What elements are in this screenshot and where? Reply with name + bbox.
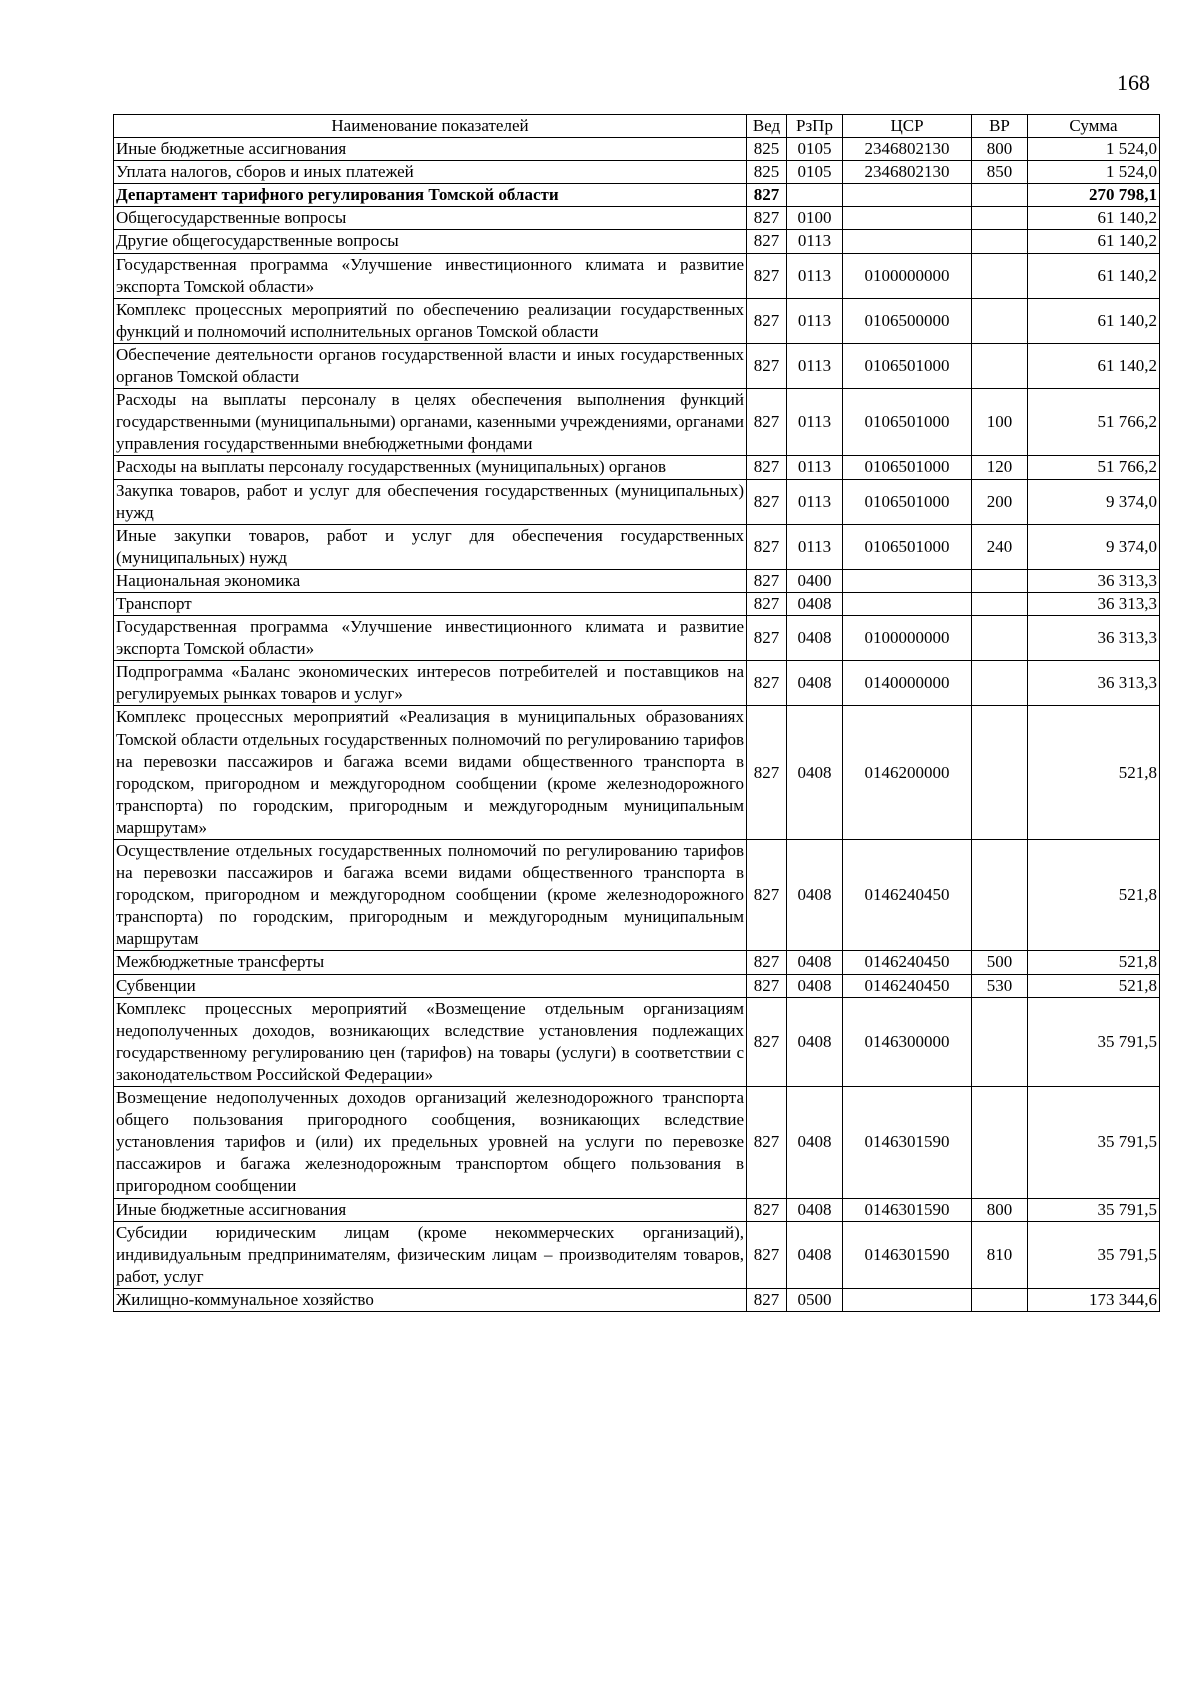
cell-ved: 827 <box>747 997 787 1086</box>
cell-name: Межбюджетные трансферты <box>114 951 747 974</box>
table-row <box>114 138 1160 161</box>
cell-vr: 500 <box>972 951 1028 974</box>
table-row <box>114 479 1160 524</box>
cell-vr: 800 <box>972 1198 1028 1221</box>
cell-ved: 827 <box>747 592 787 615</box>
cell-rzpr <box>787 184 843 207</box>
table-row <box>114 706 1160 840</box>
cell-ved: 827 <box>747 616 787 661</box>
cell-ved: 827 <box>747 456 787 479</box>
table-row <box>114 840 1160 951</box>
cell-csr: 0106501000 <box>843 524 972 569</box>
cell-sum: 35 791,5 <box>1028 1087 1160 1198</box>
cell-name: Комплекс процессных мероприятий по обеспечению реализации государственных функций и полномочий исполнительных органов Томской области <box>114 298 747 343</box>
cell-name: Иные бюджетные ассигнования <box>114 1198 747 1221</box>
cell-sum: 61 140,2 <box>1028 230 1160 253</box>
cell-csr <box>843 592 972 615</box>
cell-name: Уплата налогов, сборов и иных платежей <box>114 161 747 184</box>
table-row <box>114 974 1160 997</box>
cell-sum: 173 344,6 <box>1028 1288 1160 1311</box>
cell-name: Иные бюджетные ассигнования <box>114 138 747 161</box>
cell-sum: 35 791,5 <box>1028 997 1160 1086</box>
cell-ved: 827 <box>747 230 787 253</box>
cell-csr: 0106501000 <box>843 389 972 456</box>
cell-ved: 827 <box>747 1198 787 1221</box>
cell-name: Обеспечение деятельности органов государственной власти и иных государственных органов Томской области <box>114 343 747 388</box>
cell-sum: 36 313,3 <box>1028 592 1160 615</box>
cell-vr <box>972 230 1028 253</box>
header-vr: ВР <box>972 115 1028 138</box>
cell-name: Общегосударственные вопросы <box>114 207 747 230</box>
cell-csr <box>843 230 972 253</box>
cell-sum: 36 313,3 <box>1028 661 1160 706</box>
header-rzpr: РзПр <box>787 115 843 138</box>
cell-vr <box>972 997 1028 1086</box>
cell-vr: 800 <box>972 138 1028 161</box>
table-row <box>114 592 1160 615</box>
cell-ved: 827 <box>747 951 787 974</box>
cell-vr <box>972 184 1028 207</box>
cell-rzpr: 0408 <box>787 592 843 615</box>
cell-vr <box>972 253 1028 298</box>
cell-csr: 0100000000 <box>843 616 972 661</box>
table-row <box>114 997 1160 1086</box>
cell-vr: 530 <box>972 974 1028 997</box>
cell-vr <box>972 343 1028 388</box>
cell-ved: 827 <box>747 706 787 840</box>
cell-rzpr: 0113 <box>787 343 843 388</box>
cell-vr <box>972 616 1028 661</box>
cell-rzpr: 0408 <box>787 661 843 706</box>
cell-name: Подпрограмма «Баланс экономических интересов потребителей и поставщиков на регулируемых рынках товаров и услуг» <box>114 661 747 706</box>
table-row <box>114 616 1160 661</box>
cell-name: Расходы на выплаты персоналу государственных (муниципальных) органов <box>114 456 747 479</box>
cell-ved: 827 <box>747 207 787 230</box>
cell-csr <box>843 184 972 207</box>
table-row <box>114 389 1160 456</box>
cell-rzpr: 0408 <box>787 974 843 997</box>
cell-csr: 0106500000 <box>843 298 972 343</box>
cell-csr: 0146200000 <box>843 706 972 840</box>
page-number: 168 <box>1117 70 1150 95</box>
cell-name: Расходы на выплаты персоналу в целях обеспечения выполнения функций государственными (муниципальными) органами, казенными учреждениями, органами управления государственными внебюджетными фондами <box>114 389 747 456</box>
cell-ved: 827 <box>747 524 787 569</box>
cell-csr: 0106501000 <box>843 456 972 479</box>
cell-csr: 0146240450 <box>843 840 972 951</box>
table-row <box>114 1087 1160 1198</box>
cell-rzpr: 0113 <box>787 298 843 343</box>
cell-name: Государственная программа «Улучшение инвестиционного климата и развитие экспорта Томской области» <box>114 253 747 298</box>
cell-sum: 521,8 <box>1028 974 1160 997</box>
cell-vr <box>972 706 1028 840</box>
cell-csr: 0146240450 <box>843 951 972 974</box>
cell-rzpr: 0408 <box>787 706 843 840</box>
cell-rzpr: 0113 <box>787 456 843 479</box>
cell-name: Субвенции <box>114 974 747 997</box>
cell-csr: 0106501000 <box>843 479 972 524</box>
cell-sum: 521,8 <box>1028 706 1160 840</box>
header-sum: Сумма <box>1028 115 1160 138</box>
cell-sum: 1 524,0 <box>1028 138 1160 161</box>
header-csr: ЦСР <box>843 115 972 138</box>
cell-rzpr: 0408 <box>787 616 843 661</box>
cell-name: Жилищно-коммунальное хозяйство <box>114 1288 747 1311</box>
table-row <box>114 524 1160 569</box>
cell-name: Субсидии юридическим лицам (кроме некоммерческих организаций), индивидуальным предпринимателям, физическим лицам – производителям товаров, работ, услуг <box>114 1221 747 1288</box>
cell-rzpr: 0113 <box>787 230 843 253</box>
cell-vr: 850 <box>972 161 1028 184</box>
cell-rzpr: 0408 <box>787 840 843 951</box>
cell-name: Национальная экономика <box>114 569 747 592</box>
cell-sum: 35 791,5 <box>1028 1221 1160 1288</box>
table-header-row <box>114 115 1160 138</box>
cell-name: Транспорт <box>114 592 747 615</box>
cell-ved: 827 <box>747 840 787 951</box>
table-row <box>114 161 1160 184</box>
cell-csr <box>843 569 972 592</box>
table-row <box>114 343 1160 388</box>
cell-rzpr: 0408 <box>787 1087 843 1198</box>
cell-vr: 100 <box>972 389 1028 456</box>
cell-vr <box>972 840 1028 951</box>
table-row <box>114 569 1160 592</box>
cell-rzpr: 0408 <box>787 1198 843 1221</box>
table-row <box>114 1221 1160 1288</box>
cell-vr <box>972 1288 1028 1311</box>
cell-vr <box>972 1087 1028 1198</box>
cell-vr: 810 <box>972 1221 1028 1288</box>
table-row <box>114 298 1160 343</box>
cell-vr <box>972 569 1028 592</box>
cell-name: Закупка товаров, работ и услуг для обеспечения государственных (муниципальных) нужд <box>114 479 747 524</box>
cell-sum: 9 374,0 <box>1028 479 1160 524</box>
cell-name: Департамент тарифного регулирования Томской области <box>114 184 747 207</box>
cell-name: Возмещение недополученных доходов организаций железнодорожного транспорта общего пользования пригородного сообщения, возникающих вследствие установления тарифов и (или) их предельных уровней на услуги по перевозке пассажиров и багажа железнодорожным транспортом общего пользования в пригородном сообщении <box>114 1087 747 1198</box>
cell-ved: 827 <box>747 479 787 524</box>
cell-sum: 61 140,2 <box>1028 253 1160 298</box>
cell-rzpr: 0113 <box>787 524 843 569</box>
table-row <box>114 1288 1160 1311</box>
cell-vr: 240 <box>972 524 1028 569</box>
table-row <box>114 230 1160 253</box>
header-ved: Вед <box>747 115 787 138</box>
cell-csr: 0140000000 <box>843 661 972 706</box>
cell-csr: 0146300000 <box>843 997 972 1086</box>
cell-csr <box>843 207 972 230</box>
table-row <box>114 661 1160 706</box>
cell-name: Иные закупки товаров, работ и услуг для обеспечения государственных (муниципальных) нужд <box>114 524 747 569</box>
cell-sum: 35 791,5 <box>1028 1198 1160 1221</box>
cell-rzpr: 0500 <box>787 1288 843 1311</box>
cell-rzpr: 0113 <box>787 479 843 524</box>
cell-sum: 270 798,1 <box>1028 184 1160 207</box>
cell-sum: 521,8 <box>1028 840 1160 951</box>
cell-sum: 521,8 <box>1028 951 1160 974</box>
cell-ved: 825 <box>747 138 787 161</box>
cell-ved: 827 <box>747 343 787 388</box>
cell-csr: 2346802130 <box>843 138 972 161</box>
cell-vr <box>972 207 1028 230</box>
cell-ved: 827 <box>747 253 787 298</box>
table-row <box>114 184 1160 207</box>
cell-ved: 827 <box>747 569 787 592</box>
cell-ved: 827 <box>747 661 787 706</box>
cell-sum: 61 140,2 <box>1028 343 1160 388</box>
cell-ved: 827 <box>747 1087 787 1198</box>
cell-sum: 9 374,0 <box>1028 524 1160 569</box>
table-row <box>114 207 1160 230</box>
cell-vr: 200 <box>972 479 1028 524</box>
cell-csr: 0106501000 <box>843 343 972 388</box>
cell-sum: 51 766,2 <box>1028 389 1160 456</box>
cell-ved: 827 <box>747 298 787 343</box>
cell-rzpr: 0400 <box>787 569 843 592</box>
table-row <box>114 1198 1160 1221</box>
cell-rzpr: 0408 <box>787 997 843 1086</box>
cell-ved: 827 <box>747 184 787 207</box>
cell-csr <box>843 1288 972 1311</box>
cell-name: Другие общегосударственные вопросы <box>114 230 747 253</box>
cell-rzpr: 0105 <box>787 138 843 161</box>
cell-vr <box>972 661 1028 706</box>
cell-rzpr: 0100 <box>787 207 843 230</box>
cell-sum: 36 313,3 <box>1028 616 1160 661</box>
table-row <box>114 951 1160 974</box>
table-row <box>114 456 1160 479</box>
cell-sum: 1 524,0 <box>1028 161 1160 184</box>
table-row <box>114 253 1160 298</box>
cell-csr: 2346802130 <box>843 161 972 184</box>
cell-rzpr: 0408 <box>787 951 843 974</box>
budget-table <box>113 114 1160 1312</box>
cell-csr: 0146240450 <box>843 974 972 997</box>
cell-rzpr: 0113 <box>787 253 843 298</box>
cell-sum: 51 766,2 <box>1028 456 1160 479</box>
cell-name: Осуществление отдельных государственных полномочий по регулированию тарифов на перевозки пассажиров и багажа всеми видами общественного транспорта в городском, пригородном и междугородном сообщении (кроме железнодорожного транспорта) по городским, пригородным и междугородным муниципальным маршрутам <box>114 840 747 951</box>
cell-name: Государственная программа «Улучшение инвестиционного климата и развитие экспорта Томской области» <box>114 616 747 661</box>
cell-vr: 120 <box>972 456 1028 479</box>
cell-ved: 827 <box>747 389 787 456</box>
cell-rzpr: 0105 <box>787 161 843 184</box>
cell-ved: 827 <box>747 1221 787 1288</box>
cell-name: Комплекс процессных мероприятий «Возмещение отдельным организациям недополученных доходов, возникающих вследствие установления подлежащих государственному регулированию цен (тарифов) на товары (услуги) в соответствии с законодательством Российской Федерации» <box>114 997 747 1086</box>
cell-name: Комплекс процессных мероприятий «Реализация в муниципальных образованиях Томской области отдельных государственных полномочий по регулированию тарифов на перевозки пассажиров и багажа всеми видами общественного транспорта в городском, пригородном и междугородном сообщении (кроме железнодорожного транспорта) по городским, пригородным и междугородным муниципальным маршрутам» <box>114 706 747 840</box>
cell-ved: 827 <box>747 974 787 997</box>
cell-sum: 61 140,2 <box>1028 298 1160 343</box>
cell-csr: 0146301590 <box>843 1198 972 1221</box>
cell-sum: 36 313,3 <box>1028 569 1160 592</box>
header-name: Наименование показателей <box>114 115 747 138</box>
cell-csr: 0146301590 <box>843 1087 972 1198</box>
cell-ved: 825 <box>747 161 787 184</box>
cell-vr <box>972 592 1028 615</box>
table-body <box>114 138 1160 1312</box>
cell-sum: 61 140,2 <box>1028 207 1160 230</box>
cell-ved: 827 <box>747 1288 787 1311</box>
cell-rzpr: 0408 <box>787 1221 843 1288</box>
cell-csr: 0100000000 <box>843 253 972 298</box>
cell-csr: 0146301590 <box>843 1221 972 1288</box>
cell-rzpr: 0113 <box>787 389 843 456</box>
cell-vr <box>972 298 1028 343</box>
